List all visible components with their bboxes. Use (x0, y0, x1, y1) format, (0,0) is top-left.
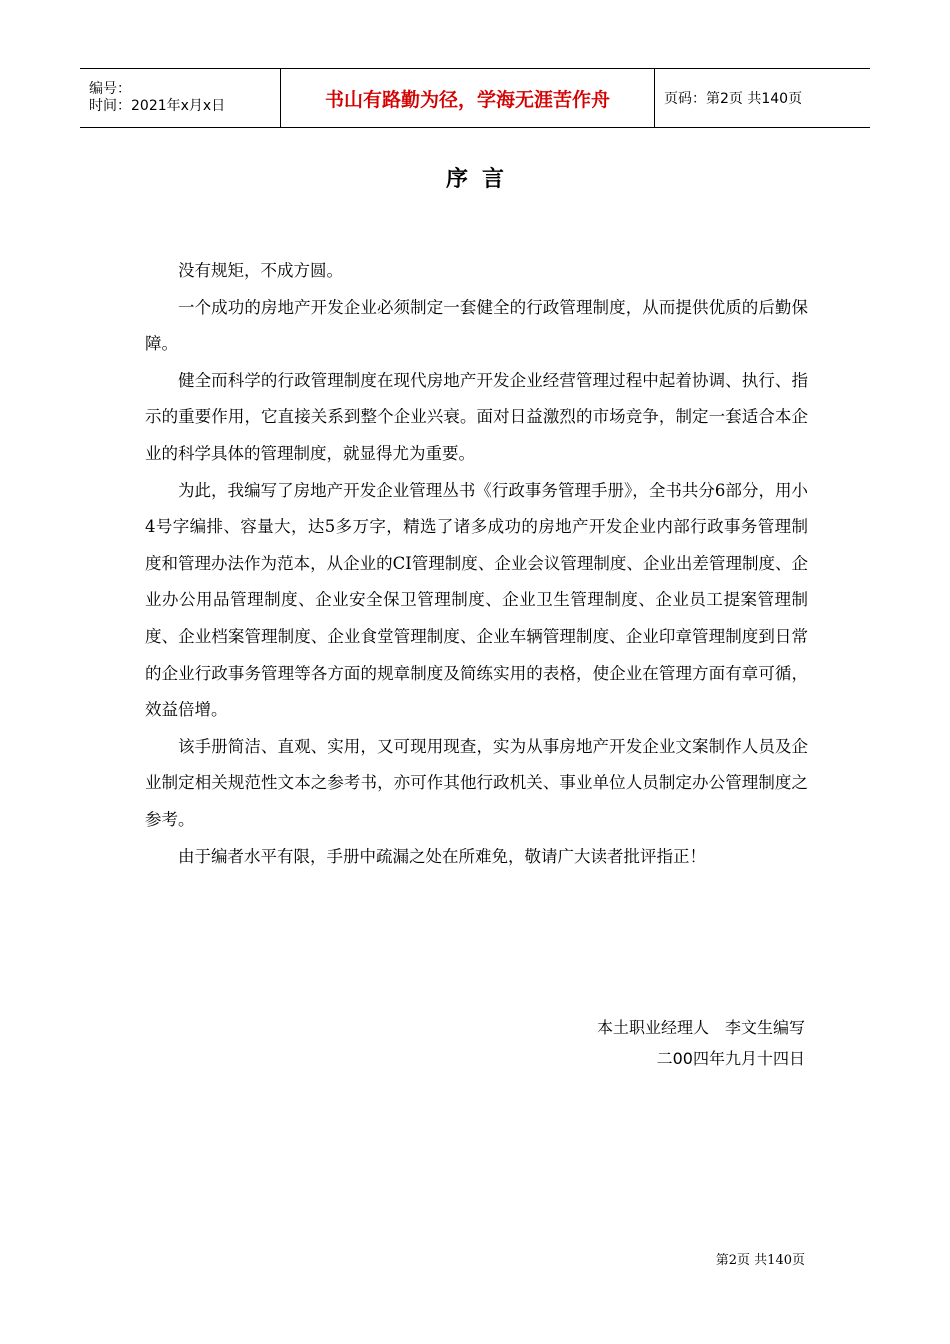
paragraph: 健全而科学的行政管理制度在现代房地产开发企业经营管理过程中起着协调、执行、指示的重要作用，它直接关系到整个企业兴衰。面对日益激烈的市场竞争，制定一套适合本企业的科学具体的管理制度，就显得尤为重要。 (145, 370, 808, 463)
paragraph: 由于编者水平有限，手册中疏漏之处在所难免，敬请广大读者批评指正！ (178, 846, 706, 866)
serial-number-label: 编号： (89, 81, 131, 97)
author-line: 本土职业经理人 李文生编写 (596, 1018, 805, 1037)
page-header (80, 68, 870, 128)
header-page-number: 页码：第2页 共140页 (664, 91, 803, 107)
paragraph: 为此，我编写了房地产开发企业管理丛书《行政事务管理手册》，全书共分6部分，用小4号字编排、容量大，达5多万字，精选了诸多成功的房地产开发企业内部行政事务管理制度和管理办法作为范本，从企业的CI管理制度、企业会议管理制度、企业出差管理制度、企业办公用品管理制度、企业安全保卫管理制度、企业卫生管理制度、企业员工提案管理制度、企业档案管理制度、企业食堂管理制度、企业车辆管理制度、企业印章管理制度到日常的企业行政事务管理等各方面的规章制度及简练实用的表格，使企业在管理方面有章可循，效益倍增。 (145, 480, 808, 720)
paragraph: 该手册简洁、直观、实用，又可现用现查，实为从事房地产开发企业文案制作人员及企业制定相关规范性文本之参考书，亦可作其他行政机关、事业单位人员制定办公管理制度之参考。 (145, 736, 808, 829)
page-footer: 第2页 共140页 (715, 1253, 805, 1268)
signature-block (597, 1012, 805, 1074)
document-title: 序言 (445, 166, 518, 192)
header-meta-cell (80, 69, 281, 127)
time-label: 时间：2021年x月x日 (89, 98, 226, 114)
date-line: 二00四年九月十四日 (656, 1049, 805, 1068)
preface-body (145, 253, 808, 875)
paragraph: 没有规矩，不成方圆。 (178, 261, 343, 280)
header-motto: 书山有路勤为径，学海无涯苦作舟 (281, 69, 655, 127)
paragraph: 一个成功的房地产开发企业必须制定一套健全的行政管理制度，从而提供优质的后勤保障。 (145, 297, 808, 354)
